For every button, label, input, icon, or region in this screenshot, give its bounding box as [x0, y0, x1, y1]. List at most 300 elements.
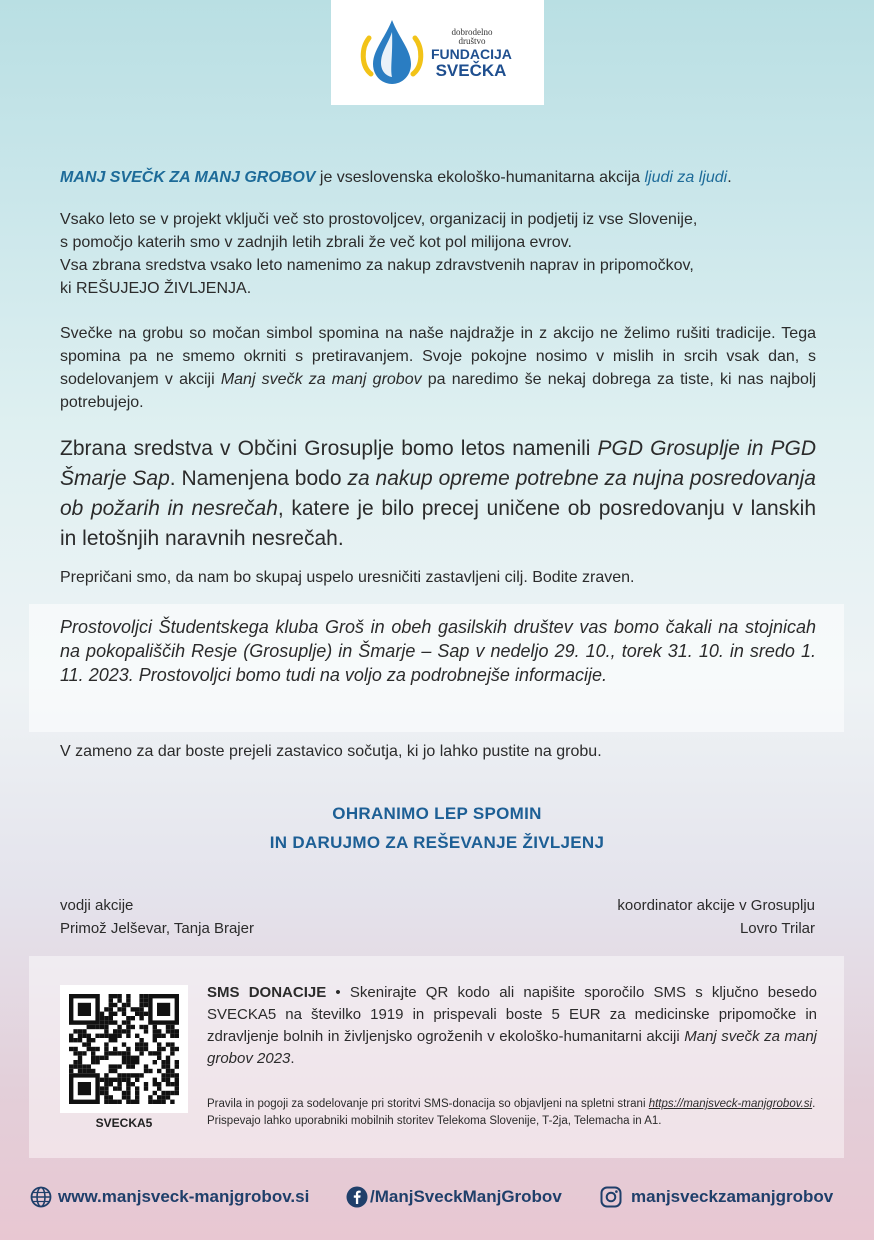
qr-module	[166, 1082, 170, 1086]
qr-module	[170, 1069, 174, 1073]
qr-module	[153, 1051, 157, 1055]
sms-instructions	[207, 982, 817, 1070]
goal-paragraph: Prepričani smo, da nam bo skupaj uspelo uresničiti zastavljeni cilj. Bodite zraven.	[60, 569, 635, 586]
qr-module	[104, 1078, 108, 1082]
qr-module	[82, 1064, 86, 1068]
facebook-handle: /ManjSveckManjGrobov	[370, 1187, 562, 1206]
qr-module	[100, 1025, 104, 1029]
qr-module	[109, 1100, 113, 1104]
qr-module	[166, 1064, 170, 1068]
qr-module	[170, 1100, 174, 1104]
qr-module	[126, 1016, 130, 1020]
qr-module	[126, 1034, 130, 1038]
qr-module	[144, 994, 148, 998]
qr-module	[139, 1042, 143, 1046]
qr-module	[144, 1086, 148, 1090]
qr-module	[157, 1029, 161, 1033]
sms-donation-box	[29, 956, 844, 1158]
qr-module	[166, 1056, 170, 1060]
about-line-1: Vsako leto se v projekt vključi več sto prostovoljcev, organizacij in podjetij iz vse Slovenije,	[60, 211, 698, 228]
qr-module	[131, 1060, 135, 1064]
qr-module	[109, 1034, 113, 1038]
qr-module	[139, 1016, 143, 1020]
qr-module	[78, 1029, 82, 1033]
qr-module	[170, 1025, 174, 1029]
funds-recipients: PGD Grosuplje in PGD Šmarje Sap	[60, 437, 816, 490]
coordinator-title: koordinator akcije v Grosuplju	[617, 897, 815, 914]
qr-module	[91, 1069, 95, 1073]
qr-module	[126, 1060, 130, 1064]
qr-module	[95, 1034, 99, 1038]
tradition-campaign-name: Manj svečk za manj grobov	[220, 371, 422, 388]
qr-module	[87, 1064, 91, 1068]
instagram-handle: manjsveckzamanjgrobov	[631, 1187, 834, 1206]
qr-module	[144, 1029, 148, 1033]
qr-module	[122, 1051, 126, 1055]
intro-slogan: ljudi za ljudi	[644, 169, 728, 186]
qr-module	[166, 1029, 170, 1033]
qr-module	[157, 1051, 161, 1055]
tradition-paragraph	[60, 322, 816, 414]
qr-module	[135, 1007, 139, 1011]
qr-module	[109, 1064, 113, 1068]
qr-module	[122, 1012, 126, 1016]
qr-module	[113, 1100, 117, 1104]
qr-module	[166, 1069, 170, 1073]
qr-module	[126, 1064, 130, 1068]
qr-module	[117, 1051, 121, 1055]
qr-module	[100, 1012, 104, 1016]
funds-purpose: za nakup opreme potrebne za nujna posredovanja ob požarih in nesrečah	[60, 467, 816, 520]
qr-code[interactable]	[60, 985, 188, 1113]
qr-module	[113, 1069, 117, 1073]
qr-module	[157, 1069, 161, 1073]
qr-module	[170, 1042, 174, 1046]
slogan-line-2: IN DARUJMO ZA REŠEVANJE ŽIVLJENJ	[269, 833, 605, 852]
qr-module	[139, 1073, 143, 1077]
facebook-icon	[346, 1186, 368, 1208]
qr-module	[161, 1064, 165, 1068]
candle-drop-icon	[357, 16, 427, 91]
qr-module	[175, 1064, 179, 1068]
qr-module	[153, 1060, 157, 1064]
qr-module	[104, 1034, 108, 1038]
qr-module	[113, 1047, 117, 1051]
qr-module	[87, 1038, 91, 1042]
qr-module	[100, 1034, 104, 1038]
qr-module	[73, 1038, 77, 1042]
qr-module	[175, 1029, 179, 1033]
qr-module	[153, 1029, 157, 1033]
qr-module	[104, 1100, 108, 1104]
intro-end: .	[727, 169, 732, 186]
qr-module	[95, 1056, 99, 1060]
qr-module	[135, 1060, 139, 1064]
qr-module	[113, 1003, 117, 1007]
qr-module	[131, 1100, 135, 1104]
qr-module	[87, 1034, 91, 1038]
qr-module	[122, 1073, 126, 1077]
qr-module	[100, 1056, 104, 1060]
qr-module	[131, 1016, 135, 1020]
qr-module	[78, 1060, 82, 1064]
qr-module	[126, 1051, 130, 1055]
qr-module	[113, 1051, 117, 1055]
qr-module	[161, 1095, 165, 1099]
qr-module	[175, 1091, 179, 1095]
qr-module	[122, 1007, 126, 1011]
qr-module	[82, 1069, 86, 1073]
qr-module	[87, 1042, 91, 1046]
qr-module	[131, 1056, 135, 1060]
qr-module	[122, 1095, 126, 1099]
qr-module	[122, 1056, 126, 1060]
qr-module	[104, 1056, 108, 1060]
qr-module	[157, 1042, 161, 1046]
qr-module	[104, 1020, 108, 1024]
qr-module	[91, 1056, 95, 1060]
qr-module	[73, 1064, 77, 1068]
qr-module	[135, 1047, 139, 1051]
qr-module	[109, 1069, 113, 1073]
qr-module	[109, 1012, 113, 1016]
logo-name-2: SVEČKA	[435, 61, 507, 80]
qr-module	[73, 1051, 77, 1055]
qr-module	[69, 1038, 73, 1042]
qr-module	[122, 1020, 126, 1024]
sms-heading: SMS DONACIJE	[207, 984, 327, 1001]
qr-module	[126, 1073, 130, 1077]
qr-module	[117, 1100, 121, 1104]
campaign-title: MANJ SVEČK ZA MANJ GROBOV	[60, 169, 316, 186]
sms-end: .	[290, 1050, 295, 1067]
logo-tagline-2: društvo	[458, 36, 486, 46]
qr-module	[166, 1078, 170, 1082]
qr-module	[113, 1038, 117, 1042]
volunteers-band	[29, 604, 844, 732]
qr-module	[109, 1020, 113, 1024]
qr-module	[109, 1051, 113, 1055]
qr-module	[161, 1047, 165, 1051]
qr-module	[109, 994, 113, 998]
qr-module	[78, 1056, 82, 1060]
qr-module	[126, 1078, 130, 1082]
qr-module	[170, 1047, 174, 1051]
qr-module	[122, 1003, 126, 1007]
qr-module	[113, 994, 117, 998]
terms-link[interactable]: https://manjsveck-manjgrobov.si	[648, 1098, 813, 1110]
qr-finder	[78, 1003, 91, 1016]
qr-module	[170, 1082, 174, 1086]
qr-module	[166, 1060, 170, 1064]
qr-module	[170, 1029, 174, 1033]
qr-module	[148, 1051, 152, 1055]
qr-module	[104, 1025, 108, 1029]
qr-module	[100, 1016, 104, 1020]
qr-module	[109, 1078, 113, 1082]
qr-module	[153, 1078, 157, 1082]
qr-module	[73, 1047, 77, 1051]
qr-module	[100, 1091, 104, 1095]
qr-module	[104, 1029, 108, 1033]
qr-module	[100, 1086, 104, 1090]
qr-module	[82, 1042, 86, 1046]
qr-module	[135, 1012, 139, 1016]
qr-module	[82, 1051, 86, 1055]
instagram-icon	[600, 1186, 622, 1208]
qr-module	[161, 1034, 165, 1038]
qr-module	[161, 1060, 165, 1064]
qr-module	[126, 1029, 130, 1033]
qr-module	[170, 1091, 174, 1095]
qr-module	[139, 1012, 143, 1016]
qr-module	[131, 1007, 135, 1011]
qr-module	[135, 1095, 139, 1099]
qr-module	[170, 1051, 174, 1055]
qr-module	[139, 1003, 143, 1007]
qr-module	[117, 1029, 121, 1033]
qr-module	[157, 1082, 161, 1086]
qr-module	[126, 1086, 130, 1090]
website-url: www.manjsveck-manjgrobov.si	[58, 1187, 310, 1206]
qr-module	[175, 1078, 179, 1082]
footer-facebook[interactable]	[346, 1186, 562, 1208]
qr-module	[135, 1078, 139, 1082]
qr-module	[117, 998, 121, 1002]
qr-module	[104, 1016, 108, 1020]
qr-module	[157, 1034, 161, 1038]
qr-module	[161, 1100, 165, 1104]
qr-module	[117, 1064, 121, 1068]
qr-module	[104, 1047, 108, 1051]
qr-finder	[78, 1082, 91, 1095]
qr-module	[139, 998, 143, 1002]
qr-module	[153, 1038, 157, 1042]
sms-terms	[207, 1096, 817, 1130]
qr-module	[131, 1025, 135, 1029]
globe-icon	[30, 1186, 52, 1208]
qr-module	[73, 1029, 77, 1033]
qr-module	[161, 1078, 165, 1082]
intro-text: je vseslovenska ekološko-humanitarna akcija	[315, 169, 645, 186]
qr-finder	[157, 1003, 170, 1016]
qr-module	[73, 1060, 77, 1064]
qr-module	[78, 1034, 82, 1038]
qr-module	[109, 1003, 113, 1007]
qr-module	[91, 1038, 95, 1042]
qr-module	[113, 1020, 117, 1024]
leaders-title: vodji akcije	[60, 897, 134, 914]
footer-instagram[interactable]	[600, 1186, 833, 1208]
about-line-2: s pomočjo katerih smo v zadnjih letih zbrali že več kot pol milijona evrov.	[60, 234, 572, 251]
qr-module	[139, 994, 143, 998]
slogan-line-1: OHRANIMO LEP SPOMIN	[332, 804, 542, 823]
qr-module	[69, 1064, 73, 1068]
funds-text-1: Zbrana sredstva v Občini Grosuplje bomo letos namenili	[60, 437, 598, 460]
qr-module	[117, 1007, 121, 1011]
tradition-text-2: pa naredimo še nekaj dobrega za tiste, ki nas najbolj potrebujejo.	[60, 371, 816, 411]
qr-module	[122, 1029, 126, 1033]
qr-module	[126, 1095, 130, 1099]
qr-module	[126, 994, 130, 998]
qr-module	[157, 1100, 161, 1104]
qr-module	[135, 1056, 139, 1060]
intro-paragraph	[60, 166, 816, 189]
qr-module	[135, 1042, 139, 1046]
qr-module	[166, 1073, 170, 1077]
qr-module	[157, 1095, 161, 1099]
qr-module	[144, 998, 148, 1002]
qr-module	[153, 1091, 157, 1095]
leaders-names: Primož Jelševar, Tanja Brajer	[60, 920, 254, 937]
qr-module	[122, 1042, 126, 1046]
qr-module	[109, 1007, 113, 1011]
qr-module	[161, 1091, 165, 1095]
qr-module	[122, 1078, 126, 1082]
qr-module	[126, 1003, 130, 1007]
qr-module	[126, 1056, 130, 1060]
qr-module	[122, 1060, 126, 1064]
qr-module	[144, 1064, 148, 1068]
qr-module	[87, 1047, 91, 1051]
qr-module	[148, 1095, 152, 1099]
qr-module	[148, 1100, 152, 1104]
qr-module	[91, 1025, 95, 1029]
qr-module	[87, 1069, 91, 1073]
qr-module	[91, 1060, 95, 1064]
qr-module	[148, 1069, 152, 1073]
qr-keyword: SVECKA5	[95, 1116, 153, 1130]
tradition-text-1: Svečke na grobu so močan simbol spomina na naše najdražje in z akcijo ne želimo rušiti tradicije. Tega spomina pa ne smemo okrniti s pretiravanjem. Svoje pokojne nosimo v mislih in srcih vsak dan, s sodelovanjem v akciji	[60, 325, 816, 388]
qr-module	[113, 1078, 117, 1082]
qr-module	[117, 1073, 121, 1077]
logo-tagline-1: dobrodelno	[451, 27, 493, 37]
qr-module	[109, 998, 113, 1002]
qr-module	[175, 1047, 179, 1051]
sms-bullet: •	[326, 984, 350, 1001]
qr-module	[139, 1038, 143, 1042]
qr-module	[87, 1025, 91, 1029]
about-paragraph	[60, 208, 816, 300]
qr-module	[144, 1003, 148, 1007]
qr-module	[109, 1082, 113, 1086]
qr-module	[135, 1086, 139, 1090]
qr-module	[135, 1073, 139, 1077]
qr-module	[161, 1073, 165, 1077]
qr-module	[113, 1034, 117, 1038]
qr-module	[170, 1073, 174, 1077]
qr-module	[104, 1086, 108, 1090]
qr-module	[126, 1082, 130, 1086]
qr-module	[100, 1020, 104, 1024]
qr-module	[126, 1047, 130, 1051]
qr-module	[117, 1086, 121, 1090]
qr-module	[126, 1020, 130, 1024]
qr-module	[144, 1082, 148, 1086]
footer-website[interactable]	[30, 1186, 309, 1208]
qr-module	[78, 1069, 82, 1073]
qr-module	[153, 1025, 157, 1029]
qr-module	[131, 1073, 135, 1077]
funds-text-2: . Namenjena bodo	[169, 467, 348, 490]
terms-text-2: . Prispevajo lahko uporabniki mobilnih storitev Telekoma Slovenije, T-2ja, Telemacha in A1.	[207, 1098, 816, 1127]
qr-module	[153, 1082, 157, 1086]
qr-module	[69, 1034, 73, 1038]
flag-paragraph: V zameno za dar boste prejeli zastavico sočutja, ki jo lahko pustite na grobu.	[60, 743, 602, 760]
qr-module	[157, 1047, 161, 1051]
qr-module	[117, 994, 121, 998]
qr-module	[175, 1073, 179, 1077]
qr-module	[100, 1078, 104, 1082]
qr-module	[166, 1042, 170, 1046]
qr-module	[139, 1047, 143, 1051]
qr-module	[113, 1029, 117, 1033]
qr-module	[95, 1025, 99, 1029]
qr-module	[109, 1095, 113, 1099]
qr-module	[104, 1042, 108, 1046]
qr-module	[82, 1034, 86, 1038]
about-line-4: ki REŠUJEJO ŽIVLJENJA.	[60, 280, 252, 297]
qr-module	[135, 1034, 139, 1038]
qr-module	[69, 1069, 73, 1073]
logo	[331, 0, 544, 105]
qr-module	[139, 1051, 143, 1055]
qr-module	[135, 1100, 139, 1104]
leaders-left	[60, 894, 254, 940]
qr-module	[131, 1082, 135, 1086]
qr-module	[166, 1025, 170, 1029]
qr-module	[144, 1047, 148, 1051]
terms-text-1: Pravila in pogoji za sodelovanje pri storitvi SMS-donacija so objavljeni na spletni strani	[207, 1098, 649, 1110]
qr-module	[126, 1100, 130, 1104]
qr-module	[91, 1051, 95, 1055]
qr-module	[157, 1086, 161, 1090]
qr-module	[126, 1025, 130, 1029]
qr-module	[144, 1012, 148, 1016]
qr-module	[117, 1078, 121, 1082]
qr-module	[166, 1091, 170, 1095]
sms-campaign: Manj svečk za manj grobov 2023	[207, 1028, 818, 1067]
qr-module	[122, 1091, 126, 1095]
about-line-3: Vsa zbrana sredstva vsako leto namenimo za nakup zdravstvenih naprav in pripomočkov,	[60, 257, 694, 274]
qr-module	[175, 1034, 179, 1038]
qr-module	[109, 1016, 113, 1020]
qr-module	[104, 1082, 108, 1086]
qr-module	[78, 1038, 82, 1042]
qr-module	[69, 1047, 73, 1051]
sms-text: Skenirajte QR kodo ali napišite sporočilo SMS s ključno besedo SVECKA5 na številko 1919 in prispevali boste 5 EUR za medicinske pripomočke in zdravljenje bolnih in življenjsko ogroženih v ekološko-humanitarni akciji	[207, 984, 818, 1045]
volunteers-text: Prostovoljci Študentskega kluba Groš in obeh gasilskih društev vas bomo čakali na stojnicah na pokopališčih Resje (Grosuplje) in Šmarje – Sap v nedeljo 29. 10., torek 31. 10. in sredo 1. 11. 2023. Prostovoljci bomo tudi na voljo za podrobnejše informacije.	[60, 617, 816, 685]
qr-module	[175, 1060, 179, 1064]
qr-module	[104, 1007, 108, 1011]
qr-module	[104, 1051, 108, 1055]
qr-module	[157, 1056, 161, 1060]
qr-module	[82, 1029, 86, 1033]
qr-module	[91, 1047, 95, 1051]
coordinator	[617, 894, 815, 940]
qr-module	[153, 1100, 157, 1104]
qr-module	[170, 1034, 174, 1038]
qr-module	[117, 1034, 121, 1038]
coordinator-name: Lovro Trilar	[739, 920, 815, 937]
qr-module	[104, 1073, 108, 1077]
qr-module	[113, 1012, 117, 1016]
qr-module	[144, 1069, 148, 1073]
qr-module	[78, 1064, 82, 1068]
qr-module	[113, 1064, 117, 1068]
qr-module	[139, 1007, 143, 1011]
qr-module	[104, 1095, 108, 1099]
